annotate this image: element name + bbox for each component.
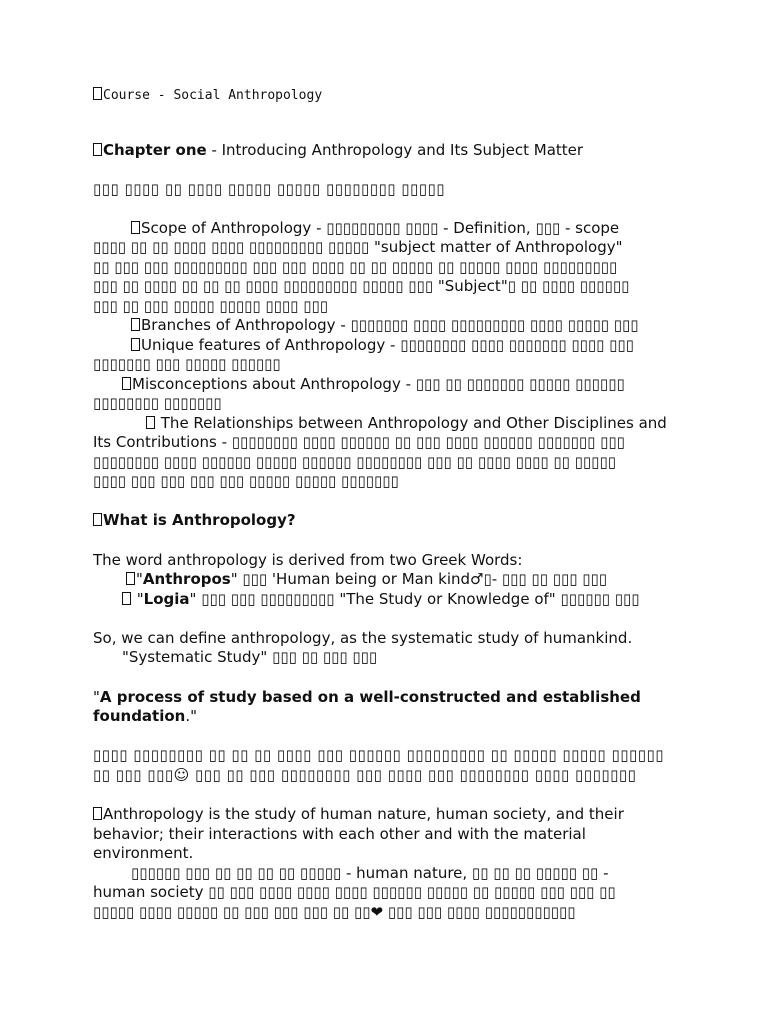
missing-glyph-icon xyxy=(93,87,102,100)
missing-glyph-icon xyxy=(131,318,140,331)
glyph-para-line-1: ▯▯▯▯ ▯▯▯▯▯▯▯▯ ▯▯ ▯▯ ▯▯ ▯▯▯▯ ▯▯▯ ▯▯▯▯▯▯ ▯▯▯▯▯▯▯▯▯ ▯▯ ▯▯▯▯▯ ▯▯▯▯▯ ▯▯▯▯▯▯ xyxy=(93,746,664,764)
process-text: A process of study based on a well-constructed and established xyxy=(99,688,641,706)
relationships-text: The Relationships between Anthropology and Other Disciplines and xyxy=(156,414,667,432)
missing-glyph-icon xyxy=(126,572,135,585)
relationships-line-4: ▯▯▯▯ ▯▯▯ ▯▯▯ ▯▯▯ ▯▯▯ ▯▯▯▯▯ ▯▯▯▯▯ ▯▯▯▯▯▯▯ xyxy=(93,472,399,490)
course-title xyxy=(93,87,322,103)
process-line-1 xyxy=(93,688,641,708)
relationships-line-2: Its Contributions - ▯▯▯▯▯▯▯▯ ▯▯▯▯ ▯▯▯▯▯▯ ▯▯ ▯▯▯ ▯▯▯▯ ▯▯▯▯▯▯ ▯▯▯▯▯▯▯ ▯▯▯ xyxy=(93,433,625,451)
scope-text: Scope of Anthropology - ▯▯▯▯▯▯▯▯▯ ▯▯▯▯ - Definition, ▯▯▯ - scope xyxy=(141,219,620,237)
study-line-1 xyxy=(93,805,624,825)
missing-glyph-icon xyxy=(131,221,140,234)
misconceptions-line-1 xyxy=(122,375,625,395)
word-intro: The word anthropology is derived from two Greek Words: xyxy=(93,551,523,569)
missing-glyph-icon xyxy=(122,592,131,605)
scope-line-5: ▯▯▯ ▯▯ ▯▯▯ ▯▯▯▯▯ ▯▯▯▯▯ ▯▯▯▯ ▯▯▯ xyxy=(93,297,328,315)
study-line-4: ▯▯▯▯▯▯ ▯▯▯ ▯▯ ▯▯ ▯▯ ▯▯ ▯▯▯▯▯ - human nature, ▯▯ ▯▯ ▯▯ ▯▯▯▯▯ ▯▯ - xyxy=(131,864,609,882)
scope-line-1 xyxy=(131,219,619,239)
logia-meaning: " ▯▯▯ ▯▯▯ ▯▯▯▯▯▯▯▯▯ "The Study or Knowledge of" ▯▯▯▯▯▯ ▯▯▯ xyxy=(189,590,640,608)
what-heading xyxy=(93,511,296,531)
relationships-line-3: ▯▯▯▯▯▯▯▯ ▯▯▯▯ ▯▯▯▯▯▯ ▯▯▯▯▯ ▯▯▯▯▯▯ ▯▯▯▯▯▯▯▯ ▯▯▯ ▯▯ ▯▯▯▯ ▯▯▯▯ ▯▯ ▯▯▯▯▯ xyxy=(93,453,616,471)
branches-line xyxy=(131,316,639,336)
define-line-2: "Systematic Study" ▯▯▯ ▯▯ ▯▯▯ ▯▯▯ xyxy=(122,648,378,666)
missing-glyph-icon xyxy=(93,513,102,526)
missing-glyph-icon xyxy=(146,416,155,429)
quote: ." xyxy=(185,707,198,725)
study-line-6: ▯▯▯▯▯ ▯▯▯▯ ▯▯▯▯▯ ▯▯ ▯▯▯ ▯▯▯ ▯▯▯ ▯▯ ▯▯❤ ▯▯▯ ▯▯▯ ▯▯▯▯ ▯▯▯▯▯▯▯▯▯▯▯ xyxy=(93,903,576,921)
study-text: Anthropology is the study of human nature, human society, and their xyxy=(103,805,624,823)
define-line-1: So, we can define anthropology, as the systematic study of humankind. xyxy=(93,629,633,647)
process-line-2 xyxy=(93,707,197,727)
unique-text: Unique features of Anthropology - ▯▯▯▯▯▯▯▯ ▯▯▯▯ ▯▯▯▯▯▯▯ ▯▯▯▯ ▯▯▯ xyxy=(141,336,634,354)
scope-line-3: ▯▯ ▯▯▯ ▯▯▯ ▯▯▯▯▯▯▯▯▯ ▯▯▯ ▯▯▯ ▯▯▯▯ ▯▯ ▯▯ ▯▯▯▯▯ ▯▯ ▯▯▯▯▯ ▯▯▯▯ ▯▯▯▯▯▯▯▯▯ xyxy=(93,258,618,276)
missing-glyph-icon xyxy=(122,377,131,390)
relationships-line-1 xyxy=(146,414,667,434)
logia-line xyxy=(122,590,640,610)
misconceptions-line-2: ▯▯▯▯▯▯▯▯ ▯▯▯▯▯▯▯ xyxy=(93,394,222,412)
missing-glyph-icon xyxy=(93,807,102,820)
scope-line-2: ▯▯▯▯ ▯▯ ▯▯ ▯▯▯▯ ▯▯▯▯ ▯▯▯▯▯▯▯▯▯ ▯▯▯▯▯ "subject matter of Anthropology" xyxy=(93,238,623,256)
study-line-3: environment. xyxy=(93,844,194,862)
quote: " xyxy=(136,570,143,588)
logia-term: Logia xyxy=(143,590,190,608)
anthropos-meaning: " ▯▯▯ 'Human being or Man kind♂▯- ▯▯▯ ▯▯ ▯▯▯ ▯▯▯ xyxy=(230,570,608,588)
course-text: Course - Social Anthropology xyxy=(103,88,323,103)
misconceptions-text: Misconceptions about Anthropology - ▯▯▯ ▯▯ ▯▯▯▯▯▯▯ ▯▯▯▯▯ ▯▯▯▯▯▯ xyxy=(132,375,625,393)
quote: " xyxy=(132,590,144,608)
scope-line-4: ▯▯▯ ▯▯ ▯▯▯▯ ▯▯ ▯▯ ▯▯ ▯▯▯▯ ▯▯▯▯▯▯▯▯▯ ▯▯▯▯▯ ▯▯▯ "Subject"▯ ▯▯ ▯▯▯▯ ▯▯▯▯▯▯ xyxy=(93,277,630,295)
study-line-2: behavior; their interactions with each other and with the material xyxy=(93,825,586,843)
missing-glyph-icon xyxy=(131,338,140,351)
anthropos-term: Anthropos xyxy=(142,570,231,588)
branches-text: Branches of Anthropology - ▯▯▯▯▯▯▯ ▯▯▯▯ ▯▯▯▯▯▯▯▯▯ ▯▯▯▯ ▯▯▯▯▯ ▯▯▯ xyxy=(141,316,639,334)
unique-line-2: ▯▯▯▯▯▯▯ ▯▯▯ ▯▯▯▯▯ ▯▯▯▯▯▯ xyxy=(93,355,281,373)
process-text-end: foundation xyxy=(93,707,186,725)
glyph-para-line-2: ▯▯ ▯▯▯ ▯▯▯☺ ▯▯▯ ▯▯ ▯▯▯ ▯▯▯▯▯▯▯▯ ▯▯▯ ▯▯▯▯ ▯▯▯ ▯▯▯▯▯▯▯▯ ▯▯▯▯ ▯▯▯▯▯▯▯ xyxy=(93,766,637,784)
glyph-line: ▯▯▯ ▯▯▯▯ ▯▯ ▯▯▯▯ ▯▯▯▯▯ ▯▯▯▯▯ ▯▯▯▯▯▯▯▯ ▯▯▯▯▯ xyxy=(93,180,446,198)
anthropos-line xyxy=(126,570,607,590)
study-line-5: human society ▯▯ ▯▯▯ ▯▯▯▯ ▯▯▯▯ ▯▯▯▯ ▯▯▯▯▯▯ ▯▯▯▯▯ ▯▯ ▯▯▯▯▯ ▯▯▯ ▯▯▯ ▯▯ xyxy=(93,883,616,901)
what-heading-text: What is Anthropology? xyxy=(103,511,296,529)
chapter-label: Chapter one xyxy=(103,141,207,159)
missing-glyph-icon xyxy=(93,143,102,156)
quote: " xyxy=(93,688,100,706)
chapter-heading xyxy=(93,141,583,161)
chapter-title: - Introducing Anthropology and Its Subject Matter xyxy=(206,141,584,159)
unique-line-1 xyxy=(131,336,634,356)
